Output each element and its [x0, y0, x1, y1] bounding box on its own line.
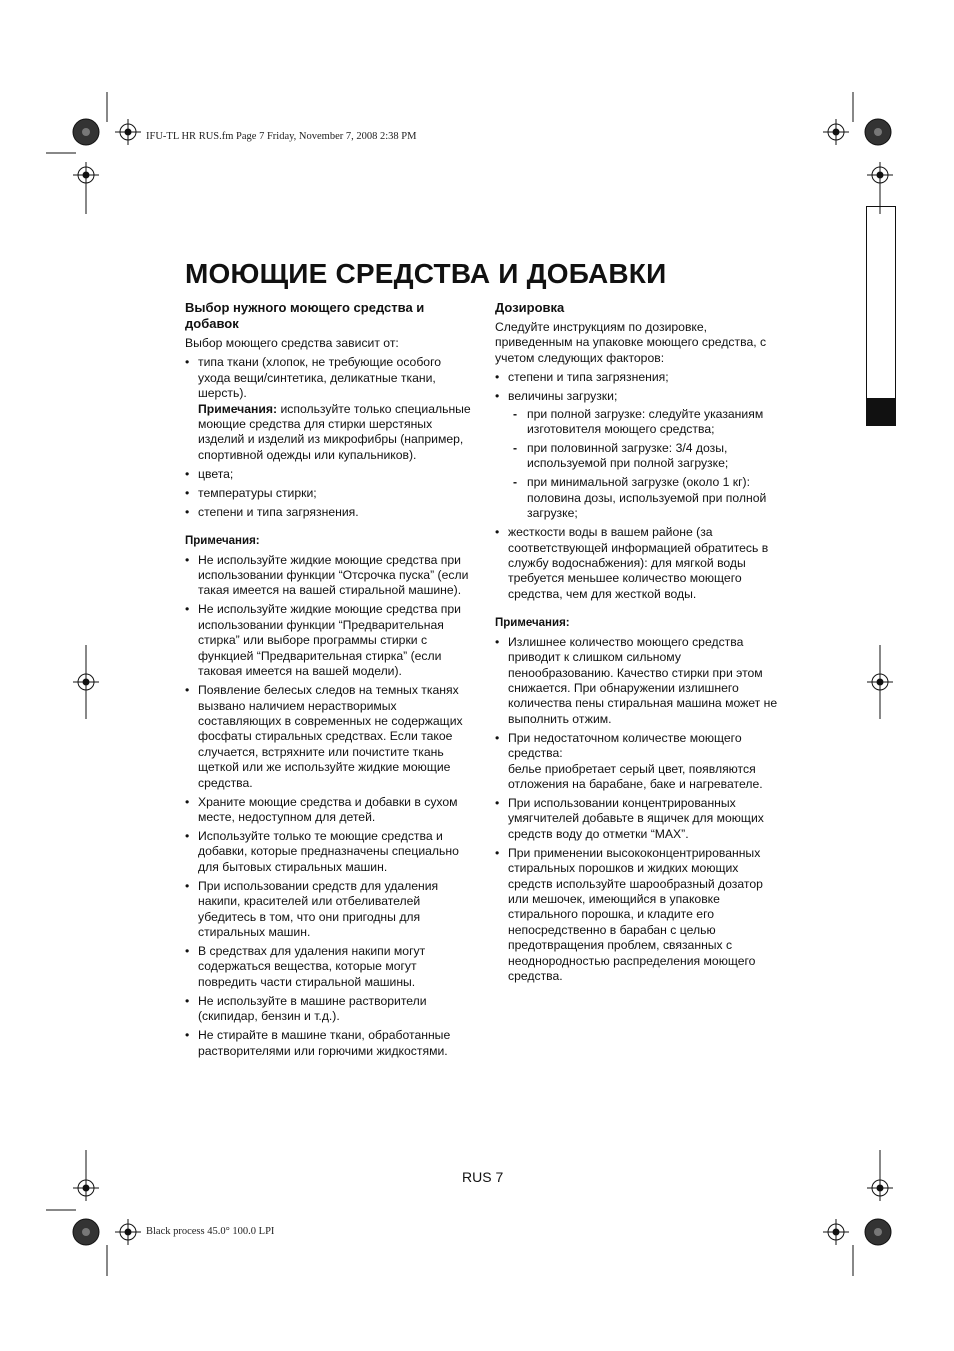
list-item-text: При недостаточном количестве моющего средства:: [508, 730, 742, 761]
crosshair-mark: [115, 119, 141, 145]
list-item: • жесткости воды в вашем районе (за соответствующей информацией обратитесь в службу водоснабжения): для мягкой воды требуется меньшее количество моющего средства, чем для жесткой воды.: [495, 525, 785, 602]
intro-text: Следуйте инструкциям по дозировке, приведенным на упаковке моющего средства, с учетом следующих факторов:: [495, 320, 767, 365]
section-heading-detergent-choice: Выбор нужного моющего средства и добавок: [185, 300, 425, 331]
list-item: • Не используйте в машине растворители (скипидар, бензин и т.д.).: [185, 994, 475, 1025]
note-text: используйте только специальные моющие средства для стирки шерстяных изделий и изделий из микрофибры (например, спортивной одежды или купальников).: [198, 401, 471, 462]
list-item: • Не стирайте в машине ткани, обработанные растворителями или горючими жидкостями.: [185, 1028, 475, 1059]
list-item: • При применении высококонцентрированных стиральных порошков и жидких моющих средств используйте шарообразный дозатор или мешочек, имеющийся в упаковке стирального порошка, и кладите его непосредственно в барабан с целью предотвращения проблем, связанных с неоднородностью распределения моющего средства.: [495, 846, 785, 985]
starburst-mark-bottom-right: [865, 1219, 891, 1245]
starburst-mark-top-left: [73, 119, 99, 145]
notes-list: [185, 553, 475, 1059]
starburst-mark-top-right: [865, 119, 891, 145]
list-item: [495, 389, 785, 521]
page-title: МОЮЩИЕ СРЕДСТВА И ДОБАВКИ: [185, 258, 667, 289]
process-info-footer: Black process 45.0° 100.0 LPI: [146, 1226, 275, 1237]
notes-heading: Примечания:: [185, 535, 260, 548]
list-item: • степени и типа загрязнения;: [495, 370, 785, 385]
side-tab-marker: [866, 206, 896, 426]
list-item: • Не используйте жидкие моющие средства при использовании функции “Отсрочка пуска” (если такая имеется на вашей стиральной машине).: [185, 553, 475, 599]
list-item: • При использовании концентрированных умягчителей добавьте в ящичек для моющих средств воду до отметки “MAX”.: [495, 796, 785, 842]
list-item: • При использовании средств для удаления накипи, красителей или отбеливателей убедитесь в том, что они пригодны для стиральных машин.: [185, 879, 475, 941]
file-info-header: IFU-TL HR RUS.fm Page 7 Friday, November 7, 2008 2:38 PM: [146, 131, 417, 142]
crosshair-mark: [73, 1175, 99, 1201]
crosshair-mark: [867, 1175, 893, 1201]
list-item: • Появление белесых следов на темных тканях вызвано наличием нерастворимых составляющих в современных не содержащих фосфаты стиральных средствах. Если такое случается, встряхните или почистите ткань щеткой или же используйте жидкие моющие средства.: [185, 683, 475, 791]
list-item: - при половинной загрузке: 3/4 дозы, используемой при полной загрузке;: [495, 441, 785, 472]
list-item: [185, 355, 475, 463]
list-item: • Храните моющие средства и добавки в сухом месте, недоступном для детей.: [185, 795, 475, 826]
list-item: • Излишнее количество моющего средства приводит к слишком сильному пенообразованию. Качество стирки при этом снижается. При обнаружении излишнего количества пены стиральная машина может не выполнить отжим.: [495, 635, 785, 727]
list-item: - при минимальной загрузке (около 1 кг): половина дозы, используемой при полной загрузке;: [495, 475, 785, 521]
intro-text: Выбор моющего средства зависит от:: [185, 336, 399, 350]
list-item: [495, 731, 785, 793]
load-size-list: [495, 407, 785, 522]
list-item-text: белье приобретает серый цвет, появляются отложения на барабане, баке и нагревателе.: [508, 761, 763, 791]
crosshair-mark: [73, 669, 99, 695]
list-item: • Используйте только те моющие средства и добавки, которые предназначены специально для бытовых стиральных машин.: [185, 829, 475, 875]
crosshair-mark: [73, 162, 99, 188]
list-item-text: типа ткани (хлопок, не требующие особого ухода вещи/синтетика, деликатные ткани, шерсть).: [198, 355, 442, 401]
list-item: • степени и типа загрязнения.: [185, 505, 475, 520]
dosage-factors-list: [495, 370, 785, 602]
side-tab-fill: [866, 398, 896, 426]
list-item: • цвета;: [185, 467, 475, 482]
starburst-mark-bottom-left: [73, 1219, 99, 1245]
crosshair-mark: [823, 1219, 849, 1245]
list-item-text: величины загрузки;: [508, 389, 618, 404]
crosshair-mark: [867, 162, 893, 188]
section-heading-dosage: Дозировка: [495, 300, 565, 315]
list-item: • Не используйте жидкие моющие средства при использовании функции “Предварительная стирка” или выборе программы стирки с функцией “Предварительная стирка” (если таковая имеется на вашей модели).: [185, 602, 475, 679]
list-item: • В средствах для удаления накипи могут содержаться вещества, которые могут повредить части стиральной машины.: [185, 944, 475, 990]
crosshair-mark: [823, 119, 849, 145]
note-label: Примечания:: [198, 401, 278, 416]
left-column: [185, 300, 475, 1063]
notes-list: [495, 635, 785, 985]
notes-heading: Примечания:: [495, 617, 570, 630]
right-column: [495, 300, 785, 988]
page-number: RUS 7: [462, 1169, 504, 1185]
list-item: • температуры стирки;: [185, 486, 475, 501]
crosshair-mark: [867, 669, 893, 695]
list-item: - при полной загрузке: следуйте указаниям изготовителя моющего средства;: [495, 407, 785, 438]
factors-list: [185, 355, 475, 520]
crosshair-mark: [115, 1219, 141, 1245]
